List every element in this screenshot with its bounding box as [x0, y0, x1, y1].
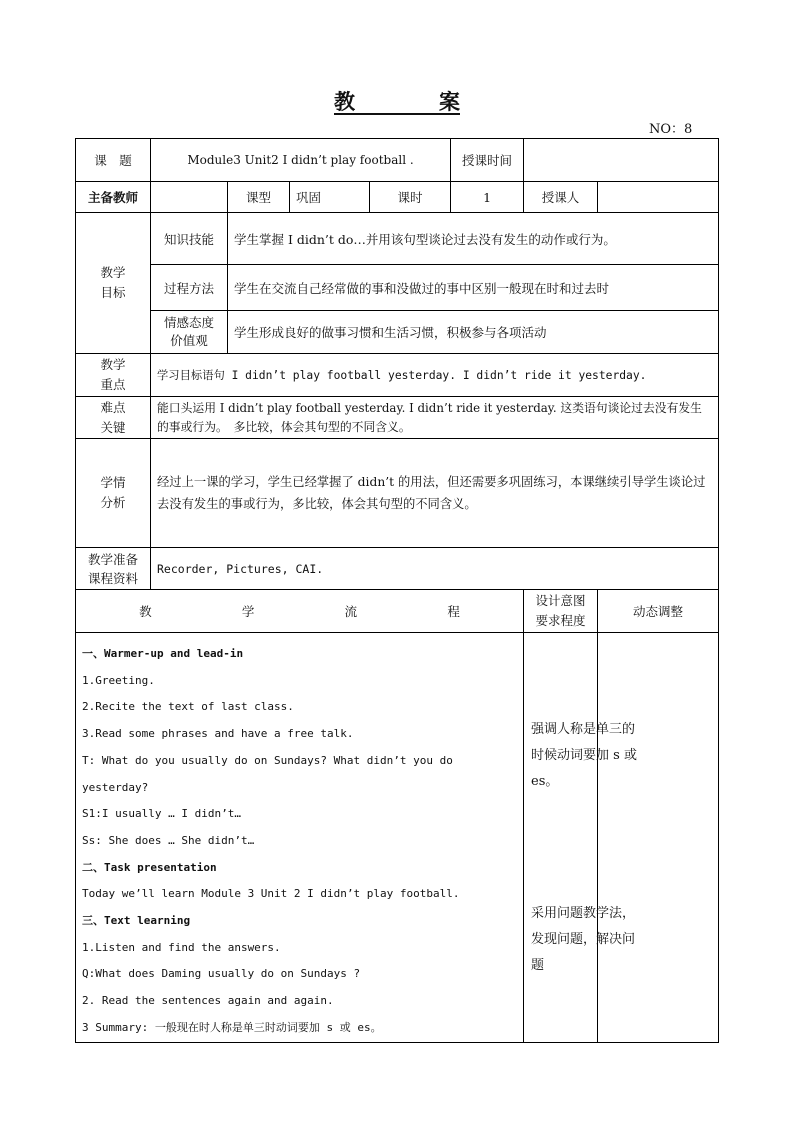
- hours-value: 1: [451, 182, 524, 213]
- adjust-header: 动态调整: [598, 590, 719, 633]
- flow-header-char-1: 教: [139, 604, 152, 619]
- process-label: 过程方法: [151, 265, 228, 311]
- flow-line: T: What do you usually do on Sundays? What didn’t you do: [82, 753, 453, 767]
- row-course: [76, 139, 719, 182]
- flow-header-char-3: 流: [344, 604, 358, 619]
- row-goal-knowledge: [76, 213, 719, 265]
- prep-label: 教学准备 课程资料: [76, 548, 151, 590]
- process-value: 学生在交流自己经常做的事和没做过的事中区别一般现在时和过去时: [228, 265, 719, 311]
- page-title: 教 案: [334, 89, 460, 114]
- time-value: [524, 139, 719, 182]
- knowledge-label: 知识技能: [151, 213, 228, 265]
- lesson-number: NO：8: [649, 122, 693, 137]
- flow-line: 一、Warmer-up and lead-in: [82, 647, 244, 660]
- adjust-content: [598, 633, 719, 1043]
- flow-line: 三、Text learning: [82, 914, 191, 928]
- row-goal-process: [76, 265, 719, 311]
- lecturer-value: [598, 182, 719, 213]
- lesson-plan-table: [75, 138, 719, 1043]
- teacher-label: 主备教师: [76, 182, 151, 213]
- intent-note-1: 强调人称是单三的时候动词要加 s 或 es。: [531, 722, 637, 789]
- flow-line: 1.Listen and find the answers.: [82, 940, 281, 954]
- course-value: Module3 Unit2 I didn’t play football .: [151, 139, 451, 182]
- hours-label: 课时: [370, 182, 451, 213]
- focus-value: 学习目标语句 I didn’t play football yesterday. I didn’t ride it yesterday.: [151, 354, 719, 397]
- flow-line: 二、Task presentation: [82, 860, 217, 874]
- analysis-value: 经过上一课的学习，学生已经掌握了 didn’t 的用法，但还需要多巩固练习，本课继续引导学生谈论过去没有发生的事或行为，多比较，体会其句型的不同含义。: [151, 439, 719, 548]
- flow-line: S1:I usually … I didn’t…: [82, 807, 241, 821]
- lecturer-label: 授课人: [524, 182, 598, 213]
- flow-line: 2. Read the sentences again and again.: [82, 994, 334, 1008]
- course-label: 课 题: [76, 139, 151, 182]
- flow-line: Q:What does Daming usually do on Sundays ?: [82, 967, 361, 981]
- row-analysis: [76, 439, 719, 548]
- flow-header: [76, 590, 524, 633]
- flow-line: yesterday?: [82, 780, 149, 794]
- difficulty-label: 难点 关键: [76, 397, 151, 439]
- flow-header-char-4: 程: [447, 604, 460, 619]
- flow-content: [76, 633, 524, 1043]
- intent-content: [524, 633, 637, 1043]
- flow-line: 3 Summary: 一般现在时人称是单三时动词要加 s 或 es。: [82, 1020, 382, 1034]
- flow-line: 3.Read some phrases and have a free talk.: [82, 727, 354, 741]
- row-difficulty: [76, 397, 719, 439]
- intent-note-2: 采用问题教学法，发现问题，解决问题: [531, 906, 636, 973]
- row-goal-emotion: [76, 311, 719, 354]
- flow-header-char-2: 学: [241, 604, 255, 619]
- emotion-label: 情感态度 价值观: [151, 311, 228, 354]
- flow-line: 2.Recite the text of last class.: [82, 700, 294, 714]
- emotion-value: 学生形成良好的做事习惯和生活习惯，积极参与各项活动: [228, 311, 719, 354]
- row-focus: [76, 354, 719, 397]
- flow-line: 1.Greeting.: [82, 673, 155, 687]
- type-value: 巩固: [290, 182, 370, 213]
- flow-line: Today we’ll learn Module 3 Unit 2 I didn’t play football.: [82, 887, 460, 901]
- goals-label: 教学 目标: [76, 213, 151, 354]
- row-flow-header: [76, 590, 719, 633]
- difficulty-value: 能口头运用 I didn’t play football yesterday. I didn’t ride it yesterday. 这类语句谈论过去没有发生的事或行为。 多比较，体会其句型的不同含义。: [151, 397, 719, 439]
- type-label: 课型: [228, 182, 290, 213]
- intent-header: 设计意图 要求程度: [524, 590, 598, 633]
- flow-line: Ss: She does … She didn’t…: [82, 833, 255, 847]
- row-flow-body: [76, 633, 719, 1043]
- row-teacher: [76, 182, 719, 213]
- focus-label: 教学 重点: [76, 354, 151, 397]
- teacher-value: [151, 182, 228, 213]
- prep-value: Recorder, Pictures, CAI.: [151, 548, 719, 590]
- row-prep: [76, 548, 719, 590]
- time-label: 授课时间: [451, 139, 524, 182]
- knowledge-value: 学生掌握 I didn’t do…并用该句型谈论过去没有发生的动作或行为。: [228, 213, 719, 265]
- analysis-label: 学情 分析: [76, 439, 151, 548]
